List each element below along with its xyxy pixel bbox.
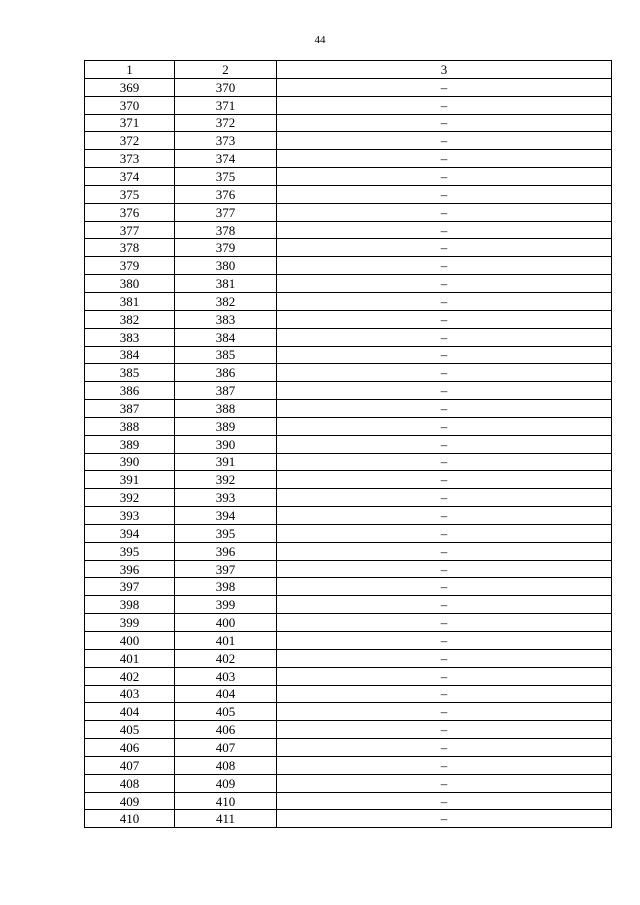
table-cell-col-3: –	[277, 203, 612, 221]
table-cell-col-3: –	[277, 524, 612, 542]
table-cell-col-3: –	[277, 275, 612, 293]
table-cell-col-2: 407	[175, 739, 277, 757]
table-row	[85, 489, 612, 507]
table-cell-col-1: 380	[85, 275, 175, 293]
table-row	[85, 132, 612, 150]
table-row	[85, 185, 612, 203]
table-header	[85, 61, 612, 79]
table-cell-col-2: 410	[175, 792, 277, 810]
table-cell-col-2: 396	[175, 542, 277, 560]
table-cell-col-3: –	[277, 382, 612, 400]
table-cell-col-2: 403	[175, 667, 277, 685]
table-cell-col-2: 370	[175, 78, 277, 96]
table-cell-col-1: 385	[85, 364, 175, 382]
data-table	[84, 60, 612, 828]
table-cell-col-3: –	[277, 649, 612, 667]
table-row	[85, 382, 612, 400]
table-row	[85, 400, 612, 418]
table-cell-col-3: –	[277, 346, 612, 364]
table-row	[85, 560, 612, 578]
table-row	[85, 310, 612, 328]
table-cell-col-3: –	[277, 507, 612, 525]
table-cell-col-3: –	[277, 168, 612, 186]
table-cell-col-1: 408	[85, 774, 175, 792]
table-cell-col-1: 372	[85, 132, 175, 150]
table-cell-col-3: –	[277, 96, 612, 114]
table-cell-col-2: 382	[175, 292, 277, 310]
table-cell-col-1: 397	[85, 578, 175, 596]
table-cell-col-2: 408	[175, 756, 277, 774]
table-cell-col-3: –	[277, 774, 612, 792]
table-cell-col-1: 371	[85, 114, 175, 132]
table-cell-col-2: 389	[175, 417, 277, 435]
table-cell-col-3: –	[277, 667, 612, 685]
table-row	[85, 275, 612, 293]
header-row	[85, 61, 612, 79]
table-cell-col-3: –	[277, 632, 612, 650]
table-row	[85, 292, 612, 310]
table-body	[85, 78, 612, 827]
table-cell-col-3: –	[277, 221, 612, 239]
table-cell-col-1: 389	[85, 435, 175, 453]
table-cell-col-3: –	[277, 756, 612, 774]
table-row	[85, 471, 612, 489]
table-cell-col-2: 393	[175, 489, 277, 507]
table-cell-col-3: –	[277, 685, 612, 703]
table-cell-col-3: –	[277, 78, 612, 96]
table-row	[85, 756, 612, 774]
table-cell-col-1: 373	[85, 150, 175, 168]
table-cell-col-1: 392	[85, 489, 175, 507]
table-cell-col-2: 377	[175, 203, 277, 221]
table-cell-col-2: 390	[175, 435, 277, 453]
table-cell-col-1: 376	[85, 203, 175, 221]
column-header-1: 1	[85, 61, 175, 79]
table-cell-col-1: 390	[85, 453, 175, 471]
table-cell-col-2: 400	[175, 614, 277, 632]
table-cell-col-2: 386	[175, 364, 277, 382]
table-cell-col-2: 385	[175, 346, 277, 364]
table-row	[85, 721, 612, 739]
table-cell-col-1: 395	[85, 542, 175, 560]
table-cell-col-3: –	[277, 400, 612, 418]
table-cell-col-2: 397	[175, 560, 277, 578]
table-cell-col-2: 394	[175, 507, 277, 525]
table-cell-col-2: 379	[175, 239, 277, 257]
table-row	[85, 649, 612, 667]
table-row	[85, 221, 612, 239]
table-cell-col-3: –	[277, 810, 612, 828]
table-cell-col-2: 380	[175, 257, 277, 275]
table-cell-col-1: 401	[85, 649, 175, 667]
table-cell-col-3: –	[277, 792, 612, 810]
table-cell-col-3: –	[277, 578, 612, 596]
table-row	[85, 703, 612, 721]
table-row	[85, 203, 612, 221]
table-cell-col-2: 405	[175, 703, 277, 721]
table-cell-col-2: 399	[175, 596, 277, 614]
table-cell-col-1: 402	[85, 667, 175, 685]
table-cell-col-1: 382	[85, 310, 175, 328]
table-cell-col-1: 403	[85, 685, 175, 703]
table-cell-col-2: 401	[175, 632, 277, 650]
table-row	[85, 96, 612, 114]
table-cell-col-1: 377	[85, 221, 175, 239]
table-cell-col-1: 396	[85, 560, 175, 578]
table-cell-col-3: –	[277, 596, 612, 614]
table-row	[85, 667, 612, 685]
table-cell-col-1: 391	[85, 471, 175, 489]
table-row	[85, 542, 612, 560]
column-header-2: 2	[175, 61, 277, 79]
table-cell-col-1: 369	[85, 78, 175, 96]
table-cell-col-2: 371	[175, 96, 277, 114]
table-cell-col-2: 388	[175, 400, 277, 418]
table-cell-col-2: 376	[175, 185, 277, 203]
table-cell-col-1: 407	[85, 756, 175, 774]
table-cell-col-2: 378	[175, 221, 277, 239]
table-cell-col-2: 374	[175, 150, 277, 168]
table-cell-col-1: 400	[85, 632, 175, 650]
table-cell-col-2: 372	[175, 114, 277, 132]
table-cell-col-1: 398	[85, 596, 175, 614]
table-cell-col-3: –	[277, 239, 612, 257]
table-cell-col-1: 383	[85, 328, 175, 346]
table-cell-col-3: –	[277, 453, 612, 471]
table-cell-col-2: 404	[175, 685, 277, 703]
column-header-3: 3	[277, 61, 612, 79]
table-cell-col-2: 381	[175, 275, 277, 293]
table-row	[85, 632, 612, 650]
table-cell-col-3: –	[277, 435, 612, 453]
table-cell-col-1: 410	[85, 810, 175, 828]
table-row	[85, 774, 612, 792]
table-row	[85, 168, 612, 186]
table-cell-col-2: 411	[175, 810, 277, 828]
table-cell-col-3: –	[277, 471, 612, 489]
table-row	[85, 78, 612, 96]
table-row	[85, 364, 612, 382]
table-cell-col-1: 384	[85, 346, 175, 364]
table-cell-col-3: –	[277, 489, 612, 507]
table-row	[85, 792, 612, 810]
table-row	[85, 417, 612, 435]
table-row	[85, 810, 612, 828]
table-cell-col-2: 384	[175, 328, 277, 346]
table-cell-col-1: 409	[85, 792, 175, 810]
table-cell-col-1: 387	[85, 400, 175, 418]
table-cell-col-3: –	[277, 132, 612, 150]
table-cell-col-3: –	[277, 560, 612, 578]
table-row	[85, 453, 612, 471]
table-cell-col-3: –	[277, 739, 612, 757]
table-cell-col-3: –	[277, 114, 612, 132]
table-cell-col-1: 394	[85, 524, 175, 542]
table-row	[85, 346, 612, 364]
table-row	[85, 435, 612, 453]
table-cell-col-2: 409	[175, 774, 277, 792]
table-cell-col-1: 375	[85, 185, 175, 203]
table-cell-col-1: 386	[85, 382, 175, 400]
table-row	[85, 524, 612, 542]
table-cell-col-2: 402	[175, 649, 277, 667]
table-cell-col-2: 406	[175, 721, 277, 739]
table-row	[85, 239, 612, 257]
table-row	[85, 507, 612, 525]
table-cell-col-1: 405	[85, 721, 175, 739]
table-cell-col-1: 370	[85, 96, 175, 114]
table-cell-col-1: 381	[85, 292, 175, 310]
table-cell-col-2: 375	[175, 168, 277, 186]
table-cell-col-3: –	[277, 614, 612, 632]
table-cell-col-3: –	[277, 185, 612, 203]
table-cell-col-3: –	[277, 292, 612, 310]
table-row	[85, 257, 612, 275]
table-cell-col-2: 373	[175, 132, 277, 150]
table-cell-col-3: –	[277, 364, 612, 382]
table-cell-col-1: 379	[85, 257, 175, 275]
table-row	[85, 328, 612, 346]
table-cell-col-3: –	[277, 257, 612, 275]
table-cell-col-3: –	[277, 417, 612, 435]
table-cell-col-3: –	[277, 703, 612, 721]
page-number: 44	[314, 34, 326, 46]
table-row	[85, 578, 612, 596]
table-cell-col-3: –	[277, 542, 612, 560]
table-cell-col-2: 395	[175, 524, 277, 542]
table-cell-col-1: 399	[85, 614, 175, 632]
table-cell-col-1: 388	[85, 417, 175, 435]
table-cell-col-3: –	[277, 310, 612, 328]
table-cell-col-3: –	[277, 328, 612, 346]
table-row	[85, 685, 612, 703]
table-cell-col-3: –	[277, 150, 612, 168]
table-cell-col-1: 378	[85, 239, 175, 257]
table-row	[85, 596, 612, 614]
table-cell-col-2: 391	[175, 453, 277, 471]
table-cell-col-1: 406	[85, 739, 175, 757]
table-cell-col-2: 387	[175, 382, 277, 400]
table-cell-col-2: 383	[175, 310, 277, 328]
table-cell-col-3: –	[277, 721, 612, 739]
table-row	[85, 614, 612, 632]
table-cell-col-1: 374	[85, 168, 175, 186]
table-cell-col-2: 392	[175, 471, 277, 489]
table-cell-col-2: 398	[175, 578, 277, 596]
table-row	[85, 114, 612, 132]
table-row	[85, 739, 612, 757]
table-cell-col-1: 404	[85, 703, 175, 721]
table-row	[85, 150, 612, 168]
table-cell-col-1: 393	[85, 507, 175, 525]
